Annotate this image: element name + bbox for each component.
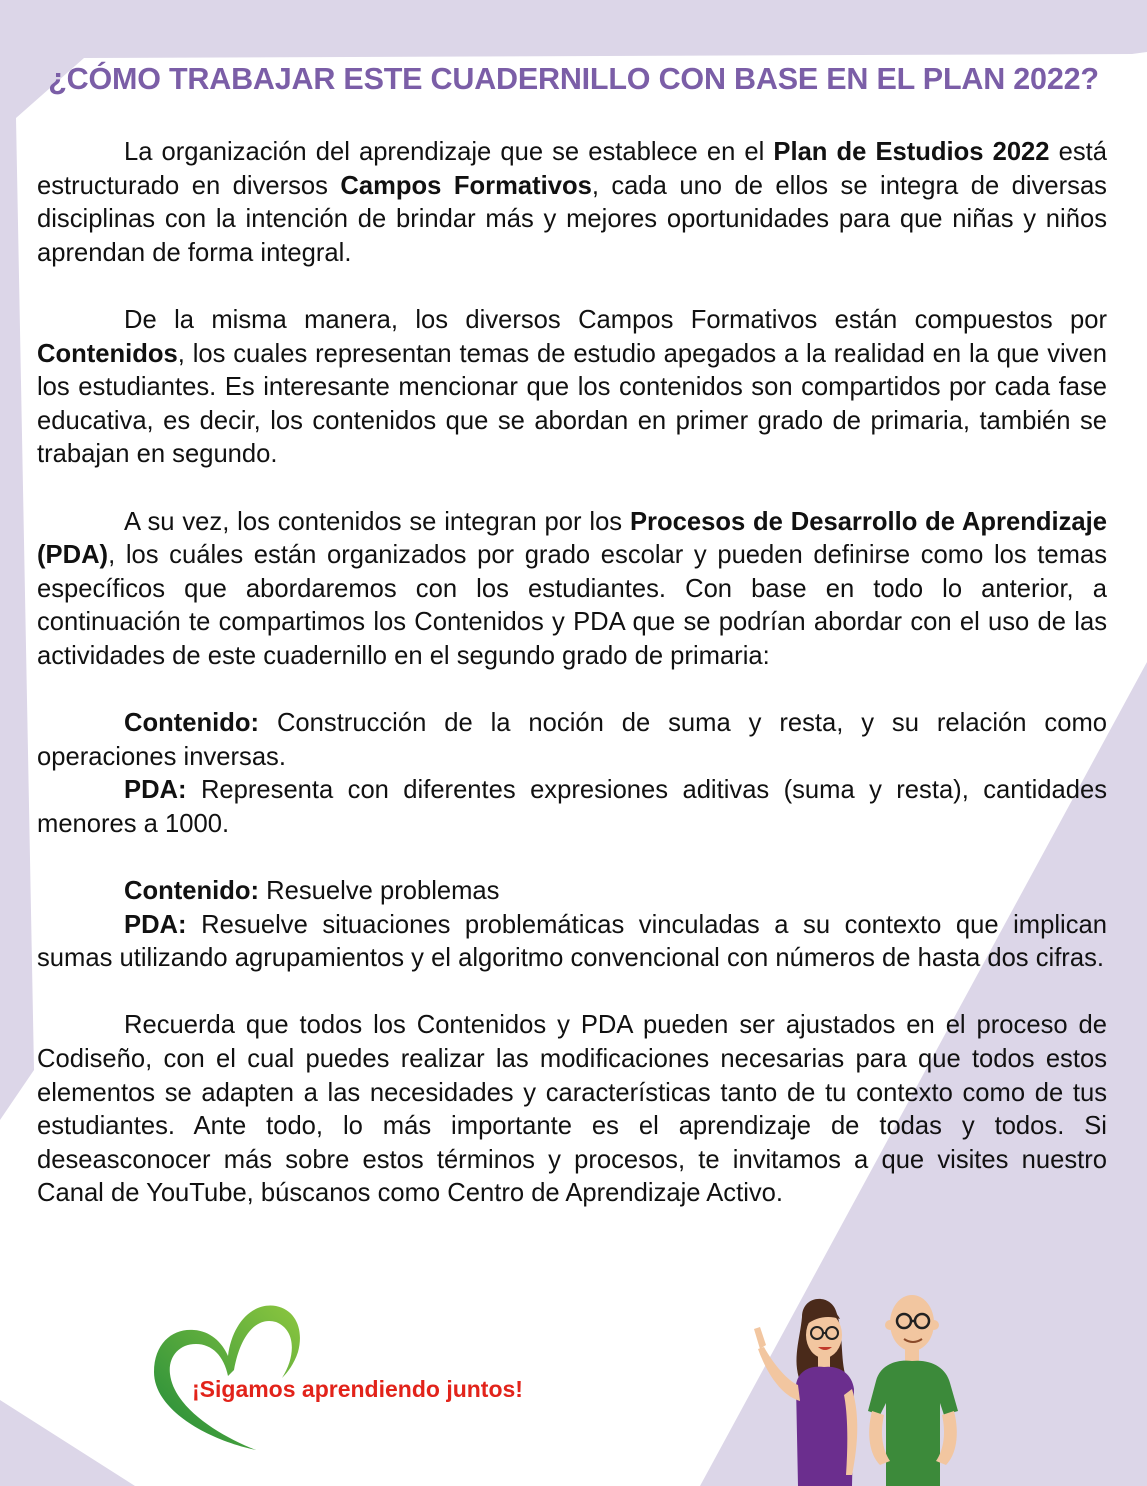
paragraph-pda: A su vez, los contenidos se integran por los Procesos de Desarrollo de Aprendizaje (PDA), los cuáles están organizados por grado escolar y pueden definirse como los temas específicos que abordaremos con los estudiantes. Con base en todo lo anterior, a continuación te compartimos los Contenidos y PDA que se podrían abordar con el uso de las actividades de este cuadernillo en el segundo grado de primaria: [37, 507, 1107, 670]
paragraph-plan-2022: La organización del aprendizaje que se establece en el Plan de Estudios 2022 está estructurado en diversos Campos Formativos, cada uno de ellos se integra de diversas disciplinas con la intención de brindar más y mejores oportunidades para que niñas y niños aprendan de forma integral. [37, 138, 1107, 267]
contenido-item-2: Contenido: Resuelve problemas [124, 877, 500, 906]
pda-item-2: PDA: Resuelve situaciones problemáticas vinculadas a su contexto que implican sumas utilizando agrupamientos y el algoritmo convencional con números de hasta dos cifras. [37, 910, 1107, 973]
contenido-item-1: Contenido: Construcción de la noción de suma y resta, y su relación como operaciones inversas. [37, 709, 1107, 771]
page-title: ¿CÓMO TRABAJAR ESTE CUADERNILLO CON BASE EN EL PLAN 2022? [48, 62, 1099, 96]
main-content [37, 136, 1107, 1245]
pda-item-1: PDA: Representa con diferentes expresiones aditivas (suma y resta), cantidades menores a 1000. [37, 776, 1107, 838]
woman-shirt [796, 1367, 854, 1486]
paragraph-codiseno: Recuerda que todos los Contenidos y PDA pueden ser ajustados en el proceso de Codiseño, con el cual puedes realizar las modificaciones necesarias para que todos estos elementos se adapten a las necesidades y características tanto de tu contexto como de tus estudiantes. Ante todo, lo más importante es el aprendizaje de todas y todos. Si deseasconocer más sobre estos términos y procesos, te invitamos a que visites nuestro Canal de YouTube, búscanos como Centro de Aprendizaje Activo. [37, 1011, 1107, 1208]
slogan-text: ¡Sigamos aprendiendo juntos! [192, 1376, 523, 1402]
teachers-illustration [740, 1285, 980, 1486]
paragraph-contenidos: De la misma manera, los diversos Campos Formativos están compuestos por Contenidos, los cuales representan temas de estudio apegados a la realidad en la que viven los estudiantes. Es interesante mencionar que los contenidos son compartidos por cada fase educativa, es decir, los contenidos que se abordan en primer grado de primaria, también se trabajan en segundo. [37, 305, 1107, 469]
